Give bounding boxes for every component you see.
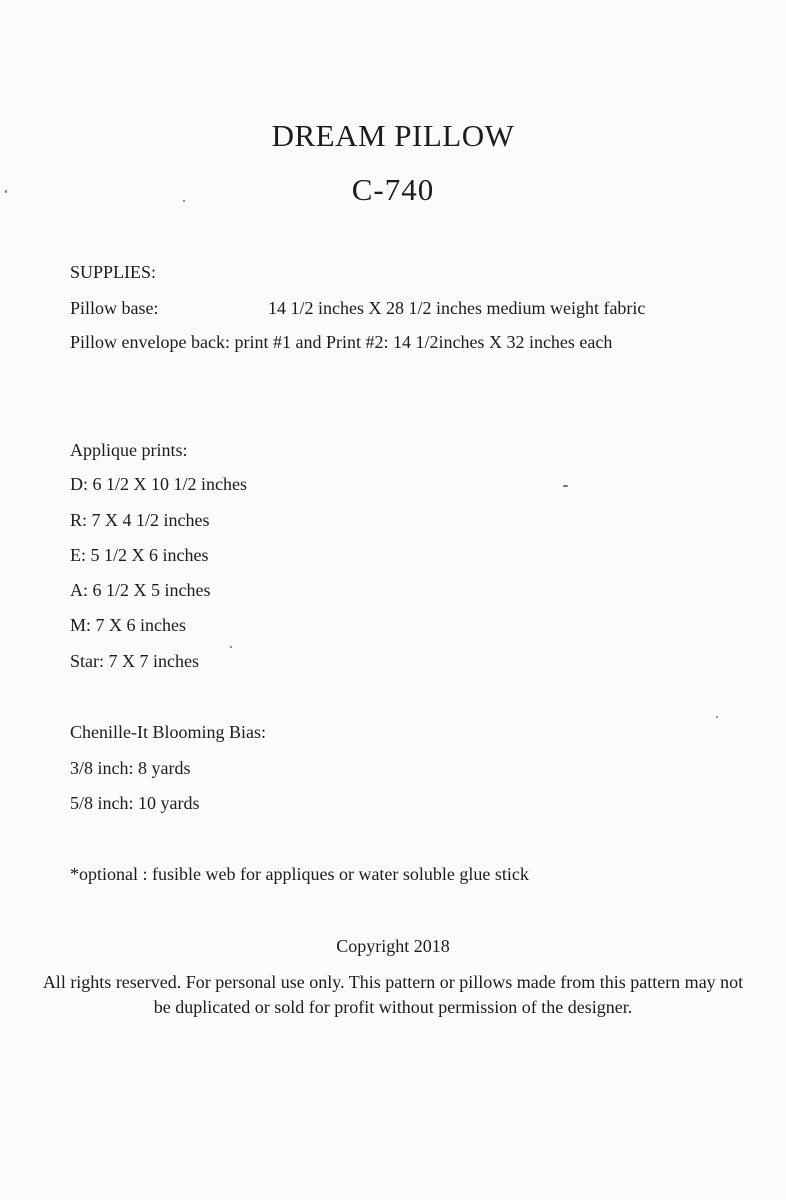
scan-speck [563, 485, 568, 487]
chenille-item-5-8: 5/8 inch: 10 yards [70, 793, 200, 813]
applique-item-star: Star: 7 X 7 inches [70, 651, 199, 671]
applique-item-a: A: 6 1/2 X 5 inches [70, 580, 211, 600]
supplies-heading: SUPPLIES: [70, 262, 157, 282]
scan-speck [5, 190, 7, 193]
optional-note: *optional : fusible web for appliques or water soluble glue stick [70, 864, 529, 884]
pillow-base-row [70, 298, 159, 319]
envelope-back-row: Pillow envelope back: print #1 and Print #2: 14 1/2inches X 32 inches each [70, 332, 613, 352]
chenille-heading: Chenille-It Blooming Bias: [70, 722, 266, 742]
copyright: Copyright 2018 [336, 936, 450, 956]
pillow-base-value: 14 1/2 inches X 28 1/2 inches medium weight fabric [268, 298, 646, 318]
page-title: DREAM PILLOW [271, 118, 515, 153]
scan-speck [183, 200, 185, 202]
pillow-base-label: Pillow base: [70, 298, 159, 318]
applique-heading: Applique prints: [70, 440, 188, 460]
pattern-code: C-740 [351, 172, 435, 207]
scan-speck [230, 646, 232, 648]
applique-item-d: D: 6 1/2 X 10 1/2 inches [70, 474, 247, 494]
scan-speck [716, 716, 718, 718]
rights-statement: All rights reserved. For personal use only. This pattern or pillows made from this pattern may not be duplicated or sold for profit without permission of the designer. [42, 972, 744, 1017]
applique-item-e: E: 5 1/2 X 6 inches [70, 545, 209, 565]
applique-item-m: M: 7 X 6 inches [70, 615, 186, 635]
applique-item-r: R: 7 X 4 1/2 inches [70, 510, 210, 530]
chenille-item-3-8: 3/8 inch: 8 yards [70, 758, 191, 778]
